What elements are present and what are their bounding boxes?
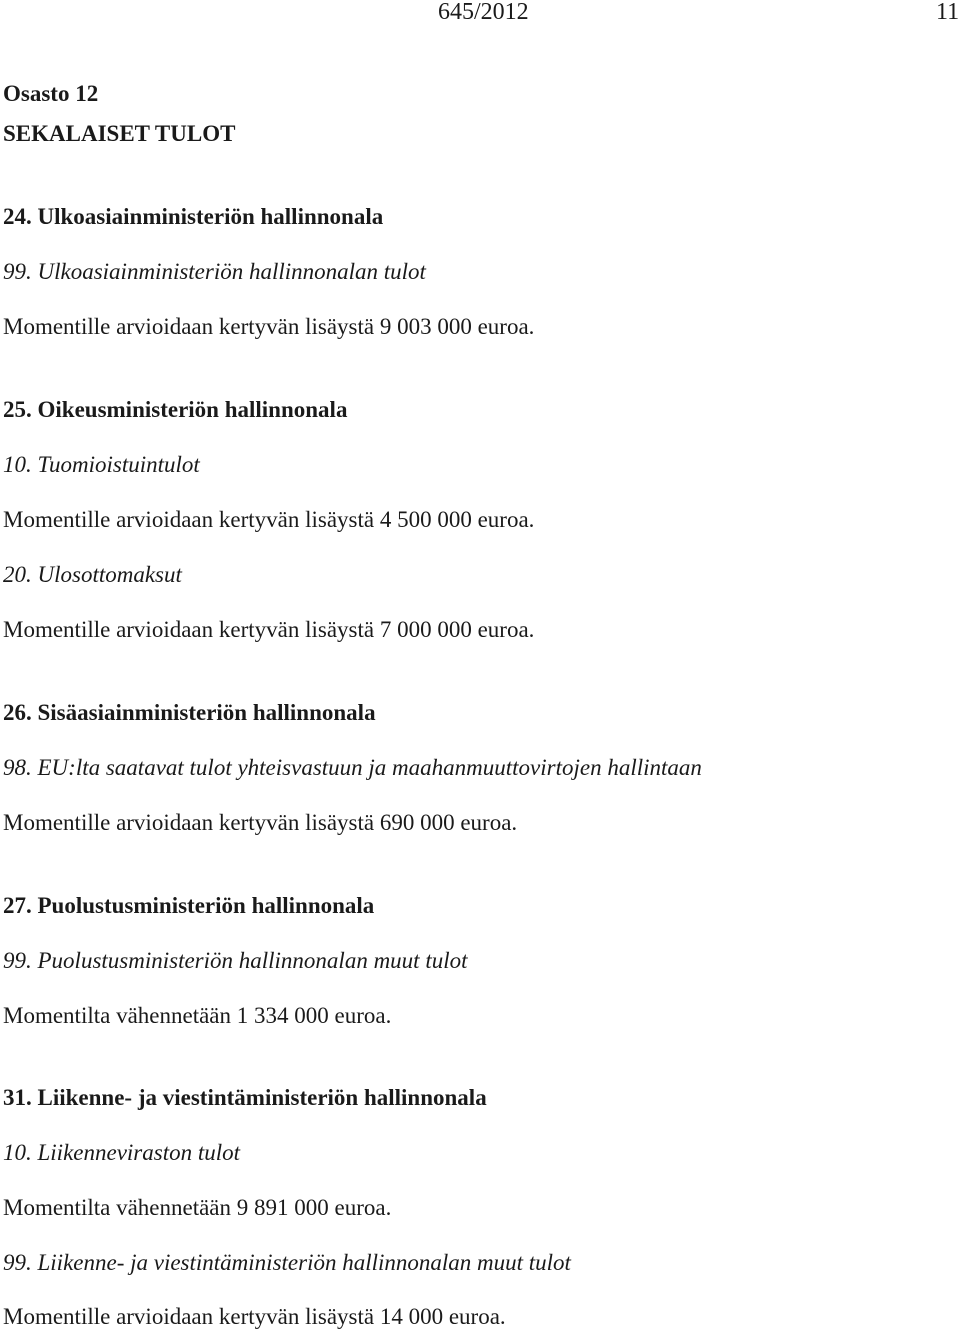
item-text: Momentilta vähennetään 1 334 000 euroa. [3, 1003, 392, 1028]
item-text: Momentille arvioidaan kertyvän lisäystä 7 000 000 euroa. [3, 617, 535, 642]
section-subtitle: SEKALAISET TULOT [3, 121, 236, 146]
item-title: 99. Puolustusministeriön hallinnonalan muut tulot [3, 948, 468, 973]
page-number: 11 [936, 0, 960, 25]
item-text: Momentille arvioidaan kertyvän lisäystä 14 000 euroa. [3, 1304, 506, 1329]
chapter-heading: 24. Ulkoasiainministeriön hallinnonala [3, 204, 384, 229]
item-title: 20. Ulosottomaksut [3, 562, 182, 587]
item-text: Momentille arvioidaan kertyvän lisäystä 690 000 euroa. [3, 810, 518, 835]
document-number: 645/2012 [438, 0, 529, 25]
item-text: Momentille arvioidaan kertyvän lisäystä 9 003 000 euroa. [3, 314, 535, 339]
item-title: 10. Liikenneviraston tulot [3, 1140, 241, 1165]
section-title: Osasto 12 [3, 81, 99, 106]
chapter-heading: 25. Oikeusministeriön hallinnonala [3, 397, 348, 422]
chapter-heading: 26. Sisäasiainministeriön hallinnonala [3, 700, 376, 725]
chapter-heading: 27. Puolustusministeriön hallinnonala [3, 893, 375, 918]
chapter-heading: 31. Liikenne- ja viestintäministeriön hallinnonala [3, 1085, 487, 1110]
item-text: Momentilta vähennetään 9 891 000 euroa. [3, 1195, 392, 1220]
item-title: 99. Ulkoasiainministeriön hallinnonalan tulot [3, 259, 426, 284]
item-title: 10. Tuomioistuintulot [3, 452, 200, 477]
item-title: 98. EU:lta saatavat tulot yhteisvastuun ja maahanmuuttovirtojen hallintaan [3, 755, 702, 780]
item-text: Momentille arvioidaan kertyvän lisäystä 4 500 000 euroa. [3, 507, 535, 532]
item-title: 99. Liikenne- ja viestintäministeriön hallinnonalan muut tulot [3, 1250, 571, 1275]
